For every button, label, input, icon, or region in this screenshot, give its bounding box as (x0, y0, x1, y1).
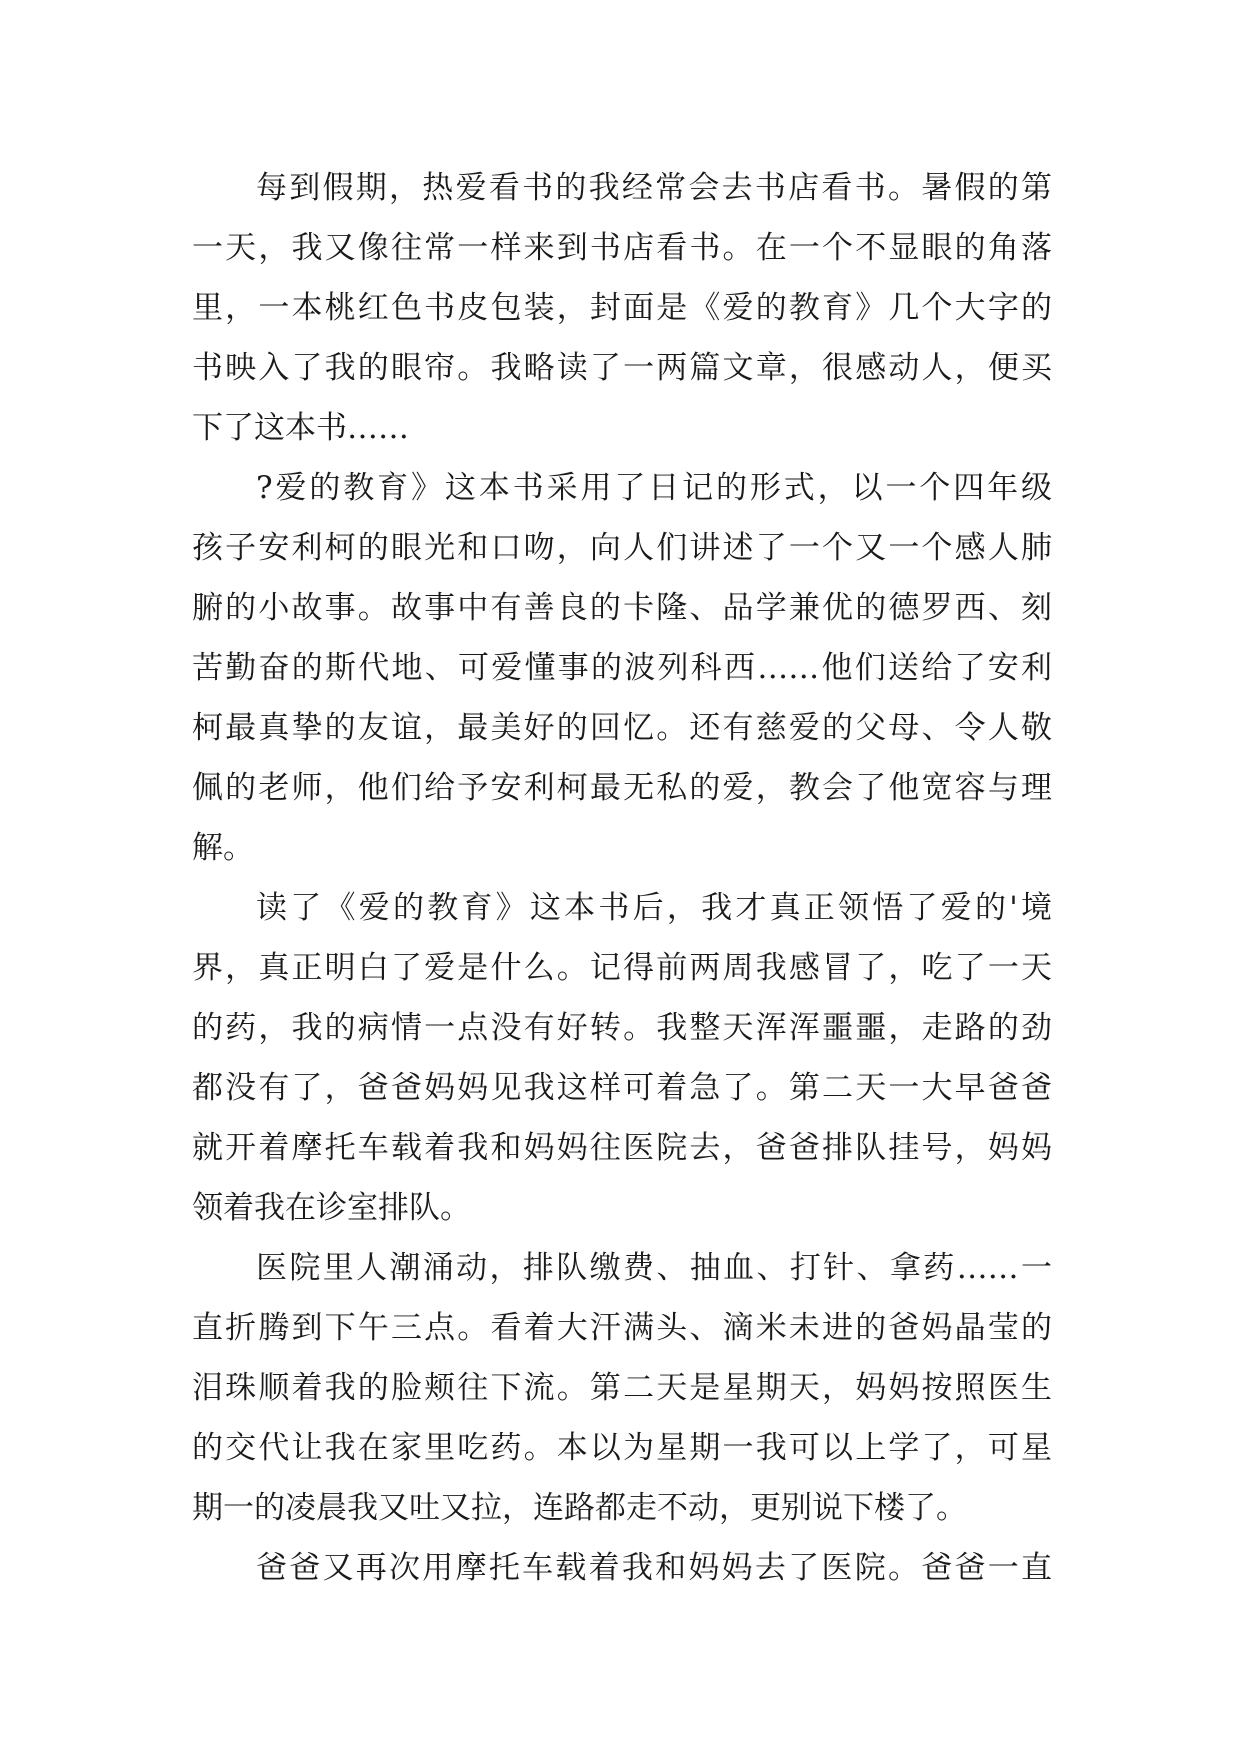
text-line: 的交代让我在家里吃药。本以为星期一我可以上学了，可星 (192, 1430, 1052, 1466)
paragraph (192, 458, 1052, 878)
text-line: 腑的小故事。故事中有善良的卡隆、品学兼优的德罗西、刻 (192, 590, 1052, 626)
text-line: 爸爸又再次用摩托车载着我和妈妈去了医院。爸爸一直 (256, 1550, 1052, 1586)
text-line: 每到假期，热爱看书的我经常会去书店看书。暑假的第 (256, 170, 1052, 206)
paragraph (192, 158, 1052, 458)
text-line: 解。 (192, 830, 254, 866)
text-line: 读了《爱的教育》这本书后，我才真正领悟了爱的'境 (256, 890, 1052, 926)
paragraph (192, 878, 1052, 1238)
text-line: 下了这本书…… (192, 410, 409, 446)
text-line: 的药，我的病情一点没有好转。我整天浑浑噩噩，走路的劲 (192, 1010, 1052, 1046)
text-line: 泪珠顺着我的脸颊往下流。第二天是星期天，妈妈按照医生 (192, 1370, 1052, 1406)
text-line: 一天，我又像往常一样来到书店看书。在一个不显眼的角落 (192, 230, 1052, 266)
paragraph (192, 1538, 1052, 1598)
text-line: 医院里人潮涌动，排队缴费、抽血、打针、拿药……一 (256, 1250, 1052, 1286)
text-line: 就开着摩托车载着我和妈妈往医院去，爸爸排队挂号，妈妈 (192, 1130, 1052, 1166)
text-line: 里，一本桃红色书皮包装，封面是《爱的教育》几个大字的 (192, 290, 1052, 326)
document-body (192, 158, 1052, 1598)
text-line: 书映入了我的眼帘。我略读了一两篇文章，很感动人，便买 (192, 350, 1052, 386)
text-line: 苦勤奋的斯代地、可爱懂事的波列科西……他们送给了安利 (192, 650, 1052, 686)
text-line: 孩子安利柯的眼光和口吻，向人们讲述了一个又一个感人肺 (192, 530, 1052, 566)
text-line: 界，真正明白了爱是什么。记得前两周我感冒了，吃了一天 (192, 950, 1052, 986)
text-line: ?爱的教育》这本书采用了日记的形式，以一个四年级 (256, 470, 1052, 506)
text-line: 柯最真挚的友谊，最美好的回忆。还有慈爱的父母、令人敬 (192, 710, 1052, 746)
text-line: 期一的凌晨我又吐又拉，连路都走不动，更别说下楼了。 (192, 1490, 967, 1526)
text-line: 领着我在诊室排队。 (192, 1190, 471, 1226)
paragraph (192, 1238, 1052, 1538)
text-line: 都没有了，爸爸妈妈见我这样可着急了。第二天一大早爸爸 (192, 1070, 1052, 1106)
text-line: 直折腾到下午三点。看着大汗满头、滴米未进的爸妈晶莹的 (192, 1310, 1052, 1346)
text-line: 佩的老师，他们给予安利柯最无私的爱，教会了他宽容与理 (192, 770, 1052, 806)
